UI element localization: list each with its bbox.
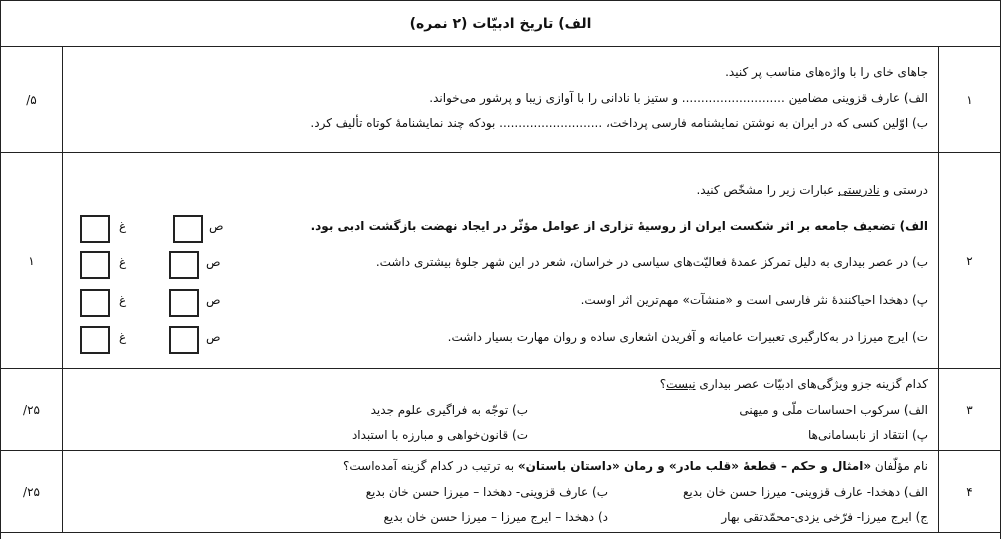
question-item: الف) عارف قزوینی مضامین ........................... و ستیز با نادانی را با آوازی زیبا و پرشور می‌خواند.: [429, 91, 928, 105]
false-checkbox[interactable]: [80, 251, 110, 279]
question-row-2: [1, 153, 1000, 369]
option-a[interactable]: الف) دهخدا- عارف قزوینی- میرزا حسن خان بدیع: [683, 485, 928, 499]
question-body: [63, 451, 938, 532]
true-checkbox[interactable]: [169, 251, 199, 279]
option-d[interactable]: د) دهخدا – ایرج میرزا – میرزا حسن خان بدیع: [383, 510, 608, 524]
option-b[interactable]: ب) عارف قزوینی- دهخدا – میرزا حسن خان بدیع: [365, 485, 608, 499]
statement-item: پ) دهخدا احیاکنندهٔ نثر فارسی است و «منشآت» مهم‌ترین اثر اوست.: [580, 293, 928, 307]
false-label: غ: [119, 293, 127, 307]
false-checkbox[interactable]: [80, 289, 110, 317]
question-number: ۳: [938, 369, 1000, 450]
option-c[interactable]: پ) انتقاد از نابسامانی‌ها: [807, 428, 928, 442]
question-row-3: [1, 369, 1000, 451]
question-instruction: جاهای خای را با واژه‌های مناسب پر کنید.: [725, 65, 928, 79]
question-score: ۱: [1, 153, 63, 368]
question-score: /۵: [1, 47, 63, 152]
true-label: ص: [206, 293, 221, 307]
option-b[interactable]: ب) توجّه به فراگیری علوم جدید: [370, 403, 528, 417]
question-score: /۲۵: [1, 369, 63, 450]
true-label: ص: [206, 255, 221, 269]
question-text: نام مؤلّفان «امثال و حکم – قطعهٔ «قلب مادر» و رمان «داستان باستان» به ترتیب در کدام گزینه آمده‌است؟: [343, 459, 928, 473]
true-checkbox[interactable]: [169, 326, 199, 354]
question-text: کدام گزینه جزو ویژگی‌های ادبیّات عصر بیداری نیست؟: [659, 377, 928, 391]
true-checkbox[interactable]: [173, 215, 203, 243]
false-label: غ: [119, 330, 127, 344]
question-number: ۴: [938, 451, 1000, 532]
section-title: الف) تاریخ ادبیّات (۲ نمره): [409, 15, 592, 32]
question-row-1: [1, 47, 1000, 153]
false-checkbox[interactable]: [80, 215, 110, 243]
true-label: ص: [209, 219, 224, 233]
option-c[interactable]: ج) ایرج میرزا- فرّخی یزدی-محمّدتقی بهار: [721, 510, 928, 524]
question-item: ب) اوّلین کسی که در ایران به نوشتن نمایشنامه فارسی پرداخت، ........................... بودکه چند نمایشنامهٔ کوتاه تألیف کرد.: [310, 116, 928, 130]
option-d[interactable]: ت) قانون‌خواهی و مبارزه با استبداد: [351, 428, 528, 442]
statement-item: ت) ایرج میرزا در به‌کارگیری تعبیرات عامیانه و آفریدن اشعاری ساده و روان مهارت بسیار داشت.: [447, 330, 928, 344]
question-number: ۲: [938, 153, 1000, 368]
false-checkbox[interactable]: [80, 326, 110, 354]
section-title-row: [1, 0, 1000, 47]
question-number: ۱: [938, 47, 1000, 152]
question-instruction: درستی و نادرستی عبارات زیر را مشخّص کنید.: [696, 183, 928, 197]
option-a[interactable]: الف) سرکوب احساسات ملّی و میهنی: [739, 403, 928, 417]
question-body: [63, 369, 938, 450]
question-body: [63, 47, 938, 152]
statement-item: ب) در عصر بیداری به دلیل تمرکز عمدهٔ فعالیّت‌های سیاسی در خراسان، شعر در این شهر جلوهٔ بیشتری داشت.: [375, 255, 928, 269]
true-label: ص: [206, 330, 221, 344]
statement-item: الف) تضعیف جامعه بر اثر شکست ایران از روسیهٔ تزاری از عوامل مؤثّر در ایجاد نهضت بازگشت ادبی بود.: [310, 219, 928, 233]
true-checkbox[interactable]: [169, 289, 199, 317]
false-label: غ: [119, 219, 127, 233]
false-label: غ: [119, 255, 127, 269]
question-score: /۲۵: [1, 451, 63, 532]
question-row-4: [1, 451, 1000, 533]
